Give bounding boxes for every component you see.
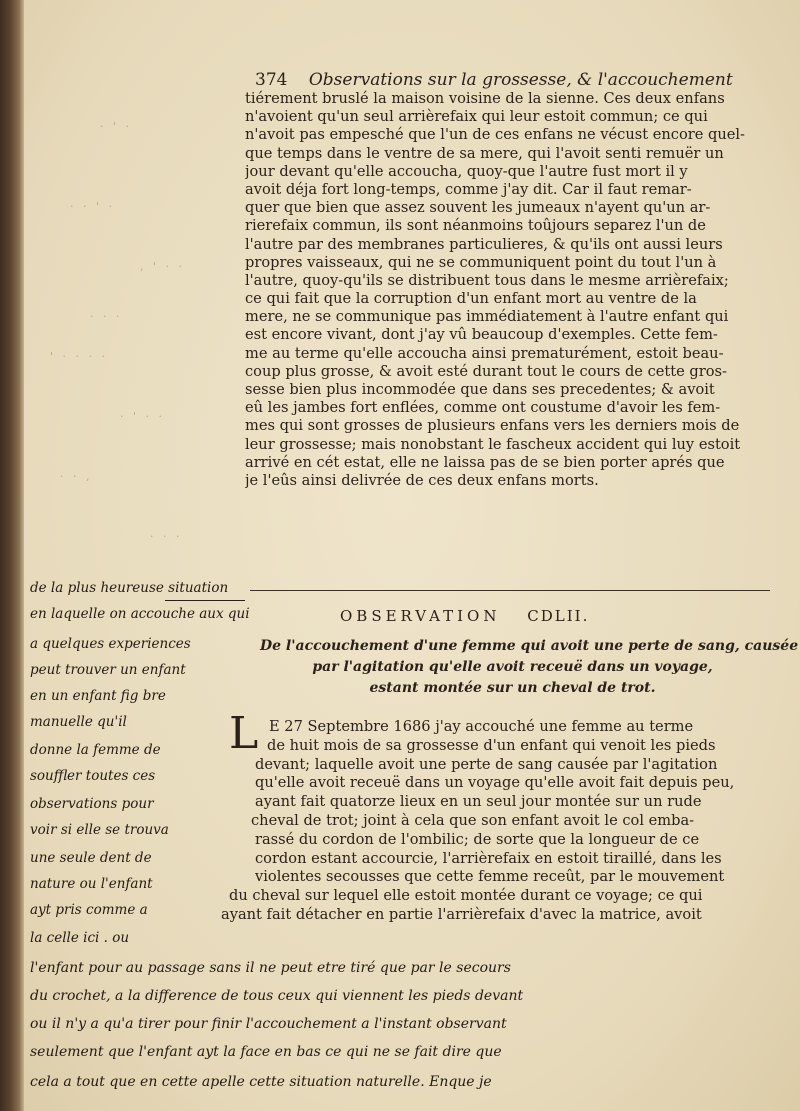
text-line: cordon estant accourcie, l'arrièrefaix en estoit tiraillé, dans les (255, 849, 722, 867)
handwritten-note: ou il n'y a qu'a tirer pour finir l'accouchement a l'instant observant (30, 1016, 507, 1032)
text-line: eû les jambes fort enflées, comme ont coustume d'avoir les fem- (245, 399, 721, 417)
running-title: Observations sur la grossesse, & l'accouchement (308, 70, 733, 90)
text-line: coup plus grosse, & avoit esté durant tout le cours de cette gros- (245, 362, 727, 380)
text-line: que temps dans le ventre de sa mere, qui l'avoit senti remuër un (245, 144, 724, 162)
handwritten-note: a quelques experiences (30, 636, 191, 652)
text-line: ayant fait quatorze lieux en un seul jour montée sur un rude (255, 793, 702, 811)
text-line: violentes secousses que cette femme receût, par le mouvement (255, 868, 725, 886)
handwritten-note: nature ou l'enfant (30, 876, 153, 892)
text-line: rierefaix commun, ils sont néanmoins toûjours separez l'un de (245, 217, 706, 235)
handwritten-note: en laquelle on accouche aux qui (30, 606, 250, 622)
handwritten-note: donne la femme de (30, 742, 161, 758)
text-line: me au terme qu'elle accoucha ainsi prematurément, estoit beau- (245, 344, 724, 362)
handwritten-note: cela a tout que en cette apelle cette situation naturelle. Enque je (30, 1074, 492, 1090)
text-line: tiérement bruslé la maison voisine de la sienne. Ces deux enfans (245, 90, 725, 107)
text-line: ce qui fait que la corruption d'un enfant mort au ventre de la (245, 290, 697, 308)
handwritten-note: du crochet, a la difference de tous ceux qui viennent les pieds devant (30, 988, 524, 1004)
text-line: mes qui sont grosses de plusieurs enfans vers les derniers mois de (245, 417, 740, 435)
section-divider (250, 590, 770, 591)
handwritten-note: ayt pris comme a (30, 902, 148, 918)
text-line: avoit déja fort long-temps, comme j'ay dit. Car il faut remar- (245, 180, 692, 198)
text-line: n'avoit pas empesché que l'un de ces enfans ne vécust encore quel- (245, 126, 745, 144)
text-line: propres vaisseaux, qui ne se communiquent point du tout l'un à (245, 253, 717, 271)
text-line: jour devant qu'elle accoucha, quoy-que l'autre fust mort il y (245, 162, 688, 180)
text-line: je l'eûs ainsi delivrée de ces deux enfans morts. (245, 471, 599, 489)
subtitle-line: par l'agitation qu'elle avoit receuë dans un voyage, (312, 659, 713, 675)
text-line: l'autre par des membranes particulieres, & qu'ils ont aussi leurs (245, 235, 723, 253)
text-line: de huit mois de sa grossesse d'un enfant qui venoit les pieds (267, 736, 716, 754)
text-line: est encore vivant, dont j'ay vû beaucoup d'exemples. Cette fem- (245, 326, 718, 344)
body-paragraph (245, 90, 767, 490)
text-line: mere, ne se communique pas immédiatement à l'autre enfant qui (245, 308, 729, 326)
text-line: E 27 Septembre 1686 j'ay accouché une femme au terme (269, 718, 694, 735)
handwritten-note: seulement que l'enfant ayt la face en bas ce qui ne se fait dire que (30, 1044, 502, 1060)
text-line: cheval de trot; joint à cela que son enfant avoit le col emba- (251, 811, 695, 829)
text-line: ayant fait détacher en partie l'arrièrefaix d'avec la matrice, avoit (221, 905, 702, 923)
text-line: rassé du cordon de l'ombilic; de sorte que la longueur de ce (255, 830, 700, 848)
handwritten-note: voir si elle se trouva (30, 822, 169, 838)
subtitle-line: estant montée sur un cheval de trot. (369, 680, 656, 696)
text-line: quer que bien que assez souvent les jumeaux n'ayent qu'un ar- (245, 199, 711, 217)
handwritten-underline (165, 600, 245, 601)
handwritten-note: la celle ici . ou (30, 930, 130, 946)
text-line: leur grossesse; mais nonobstant le fascheux accident qui luy estoit (245, 435, 741, 453)
observation-subtitle (260, 636, 799, 699)
observation-label: OBSERVATION (340, 607, 501, 625)
text-line: du cheval sur lequel elle estoit montée durant ce voyage; ce qui (229, 887, 703, 905)
book-binding-edge (0, 0, 24, 1111)
handwritten-note: peut trouver un enfant (30, 662, 186, 678)
drop-cap: L (229, 708, 259, 759)
text-line: qu'elle avoit receuë dans un voyage qu'elle avoit fait depuis peu, (255, 774, 735, 792)
handwritten-note: en un enfant fig bre (30, 688, 166, 704)
text-line: n'avoient qu'un seul arrièrefaix qui leur estoit commun; ce qui (245, 108, 708, 126)
faded-margin-marks: · ' · · · ' · , ' · · · · · ' · · · · · ' · · · · , · · · (50, 120, 186, 543)
handwritten-note: de la plus heureuse situation (30, 580, 229, 596)
text-line: l'autre, quoy-qu'ils se distribuent tous dans le mesme arrièrefaix; (245, 271, 729, 289)
observation-paragraph (221, 718, 767, 925)
handwritten-note: une seule dent de (30, 850, 152, 866)
page-number: 374 (255, 70, 288, 90)
handwritten-note: souffler toutes ces (30, 768, 156, 784)
text-line: arrivé en cét estat, elle ne laissa pas de se bien porter aprés que (245, 453, 725, 471)
handwritten-note: l'enfant pour au passage sans il ne peut etre tiré que par le secours (30, 960, 511, 976)
observation-number: CDLII. (527, 607, 590, 625)
subtitle-line: De l'accouchement d'une femme qui avoit une perte de sang, causée (260, 638, 799, 654)
text-line: devant; laquelle avoit une perte de sang causée par l'agitation (255, 755, 718, 773)
text-line: sesse bien plus incommodée que dans ses precedentes; & avoit (245, 381, 715, 398)
handwritten-note: observations pour (30, 796, 154, 812)
handwritten-note: manuelle qu'il (30, 714, 127, 730)
observation-heading (340, 607, 740, 625)
